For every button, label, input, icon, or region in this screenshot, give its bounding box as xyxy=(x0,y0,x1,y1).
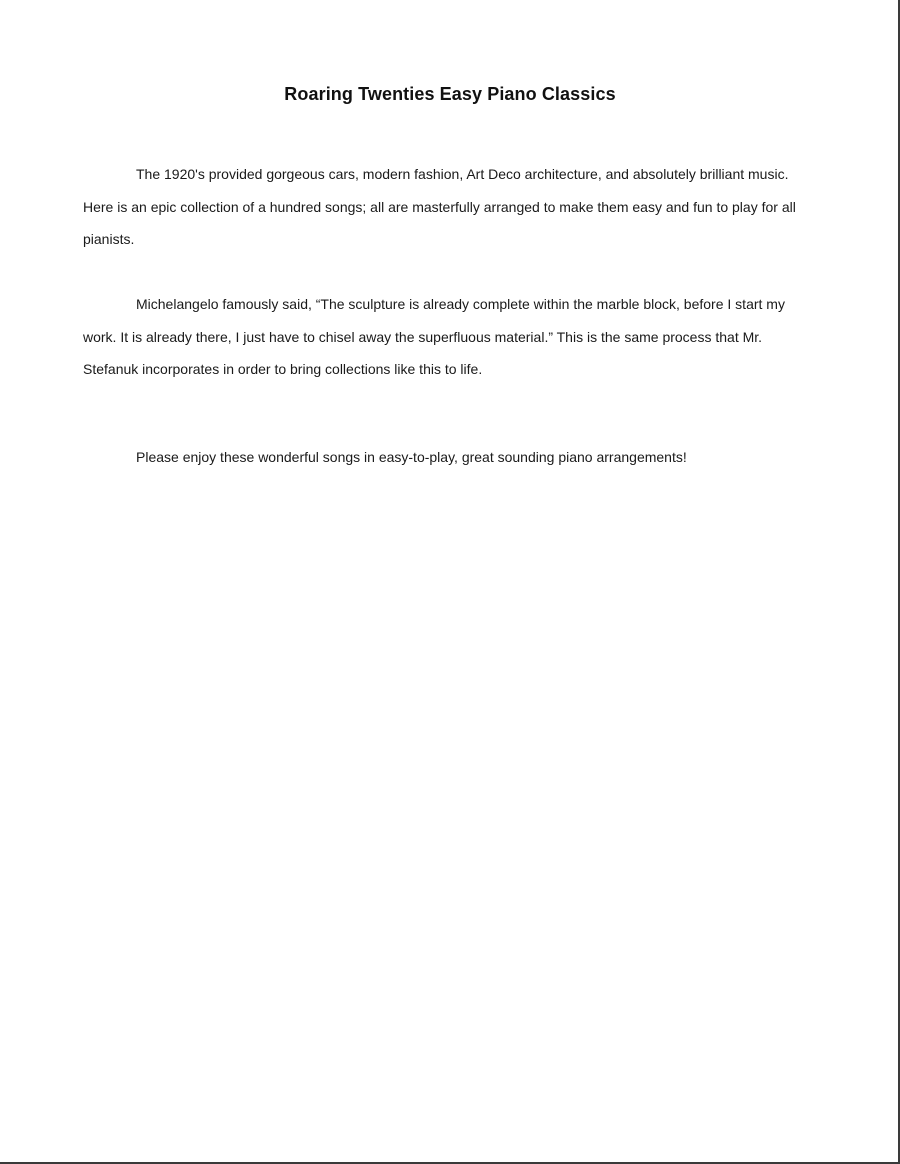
paragraph-closing: Please enjoy these wonderful songs in easy-to-play, great sounding piano arrangements! xyxy=(136,449,687,465)
paragraph-intro: The 1920's provided gorgeous cars, modern fashion, Art Deco architecture, and absolutely brilliant music. Here is an epic collection of a hundred songs; all are masterfully arranged to make them easy and fun to play for all pianists. xyxy=(83,166,796,247)
document-title: Roaring Twenties Easy Piano Classics xyxy=(284,84,616,104)
paragraph-quote: Michelangelo famously said, “The sculpture is already complete within the marble block, before I start my work. It is already there, I just have to chisel away the superfluous material.” This is the same process that Mr. Stefanuk incorporates in order to bring collections like this to life. xyxy=(83,296,785,377)
